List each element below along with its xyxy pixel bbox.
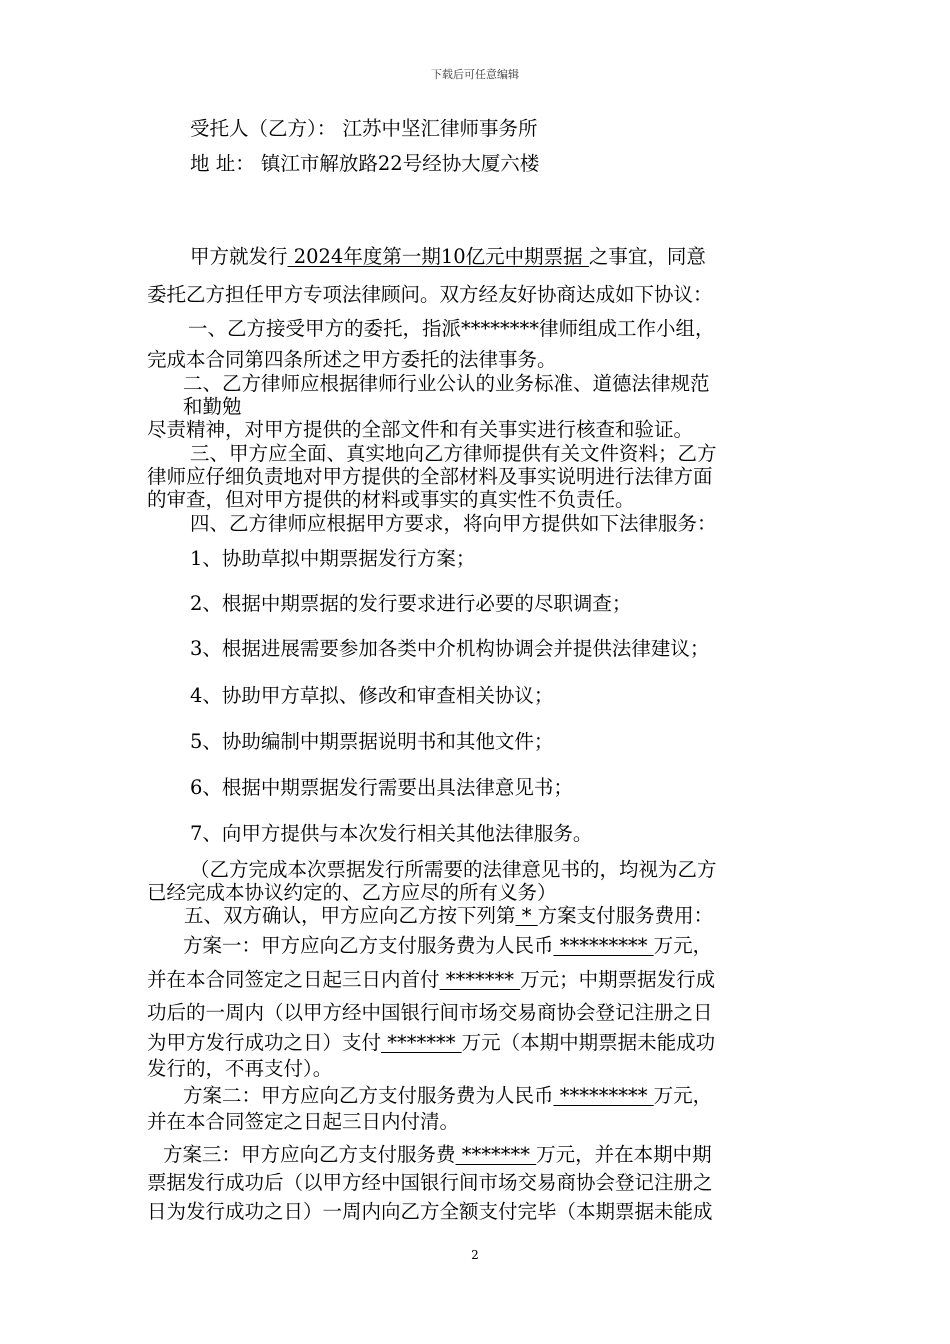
clause-4-note-1: （乙方完成本次票据发行所需要的法律意见书的，均视为乙方 (190, 858, 717, 881)
plan-1-line-5: 发行的，不再支付）。 (147, 1057, 333, 1080)
plan-1-l2-post: 万元；中期票据发行成 (520, 968, 716, 991)
list-item: 2、根据中期票据的发行要求进行必要的尽职调查； (190, 592, 632, 615)
plan-3-line-3: 日为发行成功之日）一周内向乙方全额支付完毕（本期票据未能成 (147, 1200, 713, 1223)
address-line: 地 址： 镇江市解放路22号经协大厦六楼 (190, 152, 540, 175)
clause-3-line-3: 的审查，但对甲方提供的材料或事实的真实性不负责任。 (147, 488, 635, 511)
page-number: 2 (471, 1248, 479, 1262)
clause-4-note-2: 已经完成本协议约定的、乙方应尽的所有义务） (147, 881, 557, 904)
clause-2-line-2: 和勤勉 (183, 395, 242, 418)
plan-3-line-2: 票据发行成功后（以甲方经中国银行间市场交易商协会登记注册之 (147, 1171, 713, 1194)
plan-2-line-1 (183, 1083, 712, 1109)
plan-choice: * (515, 904, 538, 927)
plan-1-l4-post: 万元（本期中期票据未能成功 (461, 1031, 716, 1054)
plan-2-pre: 方案二：甲方应向乙方支付服务费为人民币 (183, 1084, 554, 1107)
list-item: 3、根据进展需要参加各类中介机构协调会并提供法律建议； (190, 637, 710, 660)
plan-3-pre: 方案三：甲方应向乙方支付服务费 (163, 1143, 456, 1166)
plan-1-post: 万元， (653, 934, 713, 957)
plan-1-line-1 (183, 933, 712, 959)
list-item: 7、向甲方提供与本次发行相关其他法律服务。 (190, 822, 593, 845)
plan-1-first-payment: ******* (439, 968, 521, 991)
clause-2-line-3: 尽责精神，对甲方提供的全部文件和有关事实进行核查和验证。 (147, 418, 694, 441)
list-item: 6、根据中期票据发行需要出具法律意见书； (190, 776, 573, 799)
plan-2-amount: ********* (553, 1084, 654, 1107)
plan-1-line-3: 功后的一周内（以甲方经中国银行间市场交易商协会登记注册之日 (147, 1001, 713, 1024)
clause-5-pre: 五、双方确认，甲方应向乙方按下列第 (184, 904, 516, 927)
clause-3-line-1: 三、甲方应全面、真实地向乙方律师提供有关文件资料；乙方 (190, 442, 717, 465)
plan-3-amount: ******* (455, 1143, 537, 1166)
plan-2-line-2: 并在本合同签定之日起三日内付清。 (147, 1110, 460, 1133)
plan-1-pre: 方案一：甲方应向乙方支付服务费为人民币 (183, 934, 554, 957)
list-item: 5、协助编制中期票据说明书和其他文件； (190, 730, 554, 753)
plan-1-l4-pre: 为甲方发行成功之日）支付 (147, 1031, 382, 1054)
plan-2-post: 万元， (653, 1084, 713, 1107)
plan-3-post: 万元，并在本期中期 (536, 1143, 712, 1166)
plan-1-line-2 (147, 967, 715, 993)
plan-1-line-4 (147, 1030, 715, 1056)
clause-1-line-1: 一、乙方接受甲方的委托，指派********律师组成工作小组， (188, 317, 715, 340)
clause-5-line (184, 903, 713, 929)
client-b-line: 受托人（乙方）： 江苏中坚汇律师事务所 (190, 117, 538, 140)
plan-1-l2-pre: 并在本合同签定之日起三日内首付 (147, 968, 440, 991)
plan-3-line-1 (163, 1142, 712, 1168)
clause-2-line-1: 二、乙方律师应根据律师行业公认的业务标准、道德法律规范 (183, 372, 710, 395)
intro-line-2: 委托乙方担任甲方专项法律顾问。双方经友好协商达成如下协议： (147, 283, 713, 306)
clause-4-line-1: 四、乙方律师应根据甲方要求，将向甲方提供如下法律服务： (190, 512, 717, 535)
clause-1-line-2: 完成本合同第四条所述之甲方委托的法律事务。 (147, 348, 557, 371)
list-item: 1、协助草拟中期票据发行方案； (190, 547, 476, 570)
intro-line-1 (190, 244, 706, 270)
plan-1-amount: ********* (553, 934, 654, 957)
intro-post: 之事宜，同意 (588, 245, 706, 268)
list-item: 4、协助甲方草拟、修改和审查相关协议； (190, 684, 554, 707)
issue-name: 2024年度第一期10亿元中期票据 (287, 245, 589, 268)
plan-1-second-payment: ******* (381, 1031, 462, 1054)
page-header: 下载后可任意编辑 (431, 68, 519, 81)
intro-pre: 甲方就发行 (190, 245, 288, 268)
clause-5-post: 方案支付服务费用： (537, 904, 714, 927)
clause-3-line-2: 律师应仔细负责地对甲方提供的全部材料及事实说明进行法律方面 (147, 465, 713, 488)
